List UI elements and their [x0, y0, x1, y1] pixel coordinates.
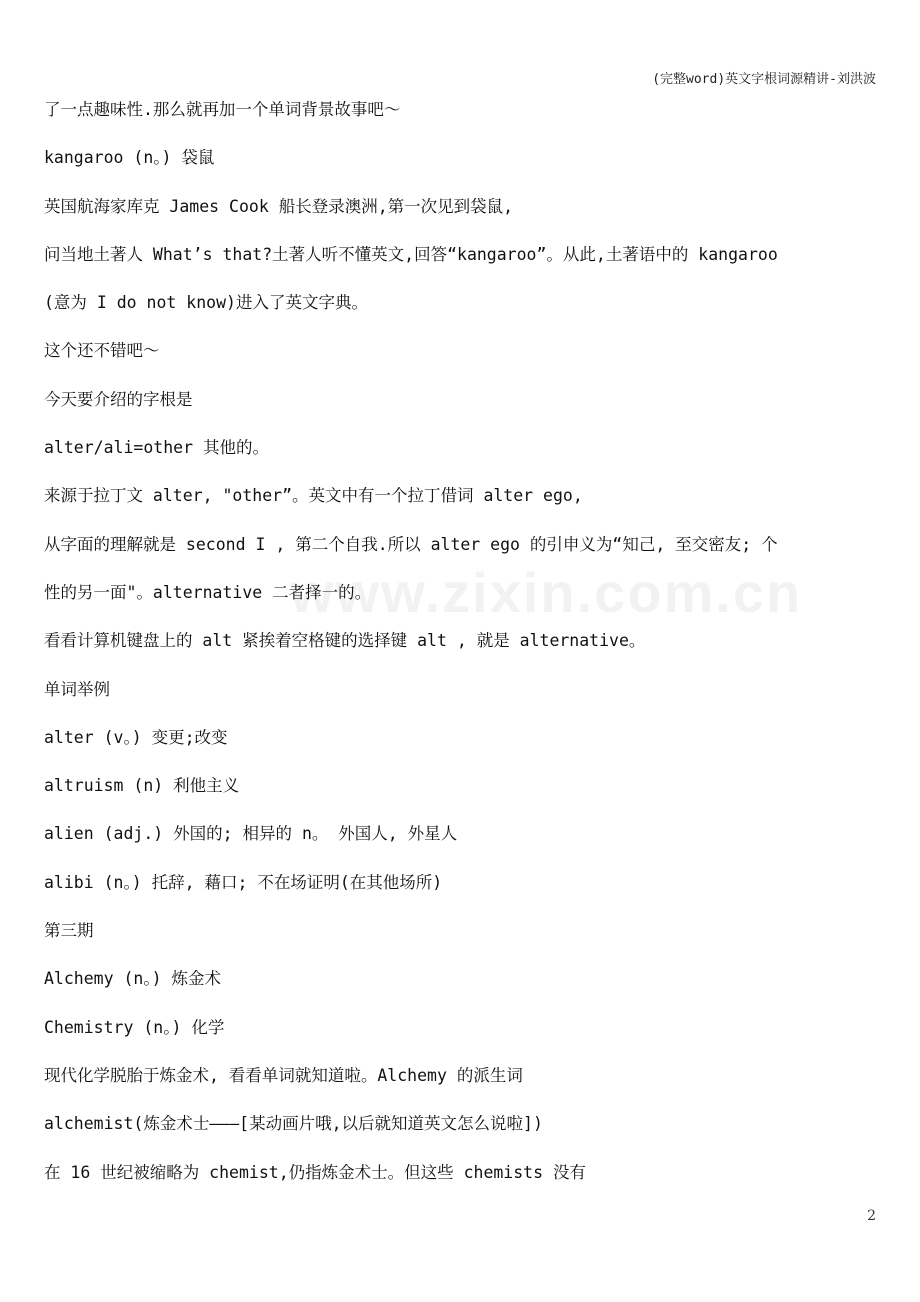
text-line: kangaroo (n。) 袋鼠: [44, 148, 215, 168]
text-line: 性的另一面"。alternative 二者择一的。: [44, 582, 372, 602]
document-body: [44, 96, 884, 1207]
text-line: 英国航海家库克 James Cook 船长登录澳洲,第一次见到袋鼠,: [44, 196, 514, 216]
page-number: 2: [867, 1208, 876, 1224]
text-line: alter (v。) 变更;改变: [44, 727, 228, 747]
text-line: 了一点趣味性.那么就再加一个单词背景故事吧～: [44, 100, 401, 119]
text-line: altruism (n) 利他主义: [44, 776, 240, 796]
text-line: 问当地土著人 What’s that?土著人听不懂英文,回答“kangaroo”。从此,土著语中的 kangaroo: [44, 244, 778, 264]
text-line: Alchemy (n。) 炼金术: [44, 969, 221, 989]
text-line: alter/ali=other 其他的。: [44, 438, 269, 458]
text-line: 从字面的理解就是 second I , 第二个自我.所以 alter ego 的引申义为“知己, 至交密友; 个: [44, 534, 778, 554]
section-heading: 单词举例: [44, 679, 110, 699]
text-line: 这个还不错吧～: [44, 341, 160, 361]
text-line: Chemistry (n。) 化学: [44, 1017, 225, 1037]
text-line: 来源于拉丁文 alter, "other”。英文中有一个拉丁借词 alter ego,: [44, 486, 583, 506]
watermark: www.zixin.com.cn: [290, 561, 803, 624]
text-line: alien (adj.) 外国的; 相异的 n。 外国人, 外星人: [44, 824, 458, 844]
document-header: (完整word)英文字根词源精讲-刘洪波: [652, 72, 876, 87]
text-line: 看看计算机键盘上的 alt 紧挨着空格键的选择键 alt , 就是 alternative。: [44, 631, 646, 651]
text-line: (意为 I do not know)进入了英文字典。: [44, 293, 368, 313]
text-line: 现代化学脱胎于炼金术, 看看单词就知道啦。Alchemy 的派生词: [44, 1065, 523, 1085]
section-heading: 第三期: [44, 921, 94, 941]
text-line: 在 16 世纪被缩略为 chemist,仍指炼金术士。但这些 chemists 没有: [44, 1162, 586, 1182]
text-line: alchemist(炼金术士———[某动画片哦,以后就知道英文怎么说啦]): [44, 1114, 543, 1134]
text-line: alibi (n。) 托辞, 藉口; 不在场证明(在其他场所): [44, 872, 443, 892]
text-line: 今天要介绍的字根是: [44, 389, 193, 409]
